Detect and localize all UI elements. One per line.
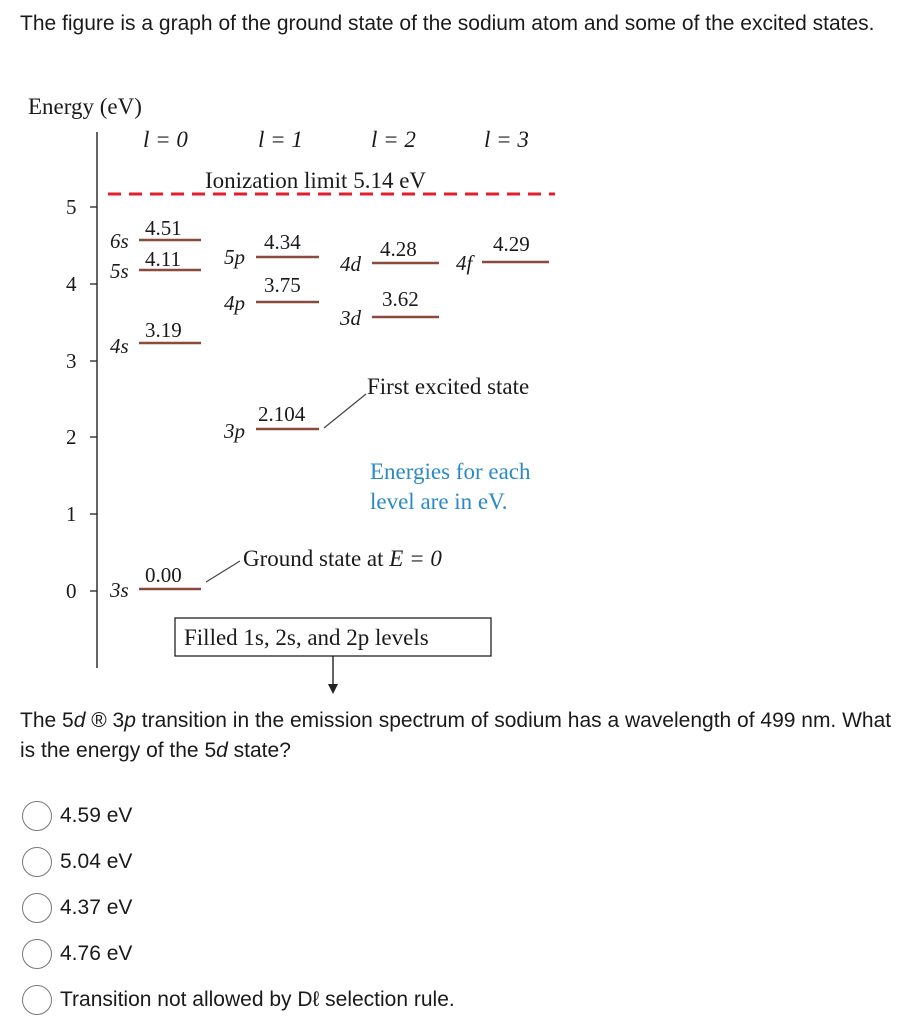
ground-state-label	[243, 546, 442, 571]
choice-label: 4.59 eV	[60, 804, 133, 827]
tick-label-5: 5	[66, 195, 77, 219]
level-4f-state: 4f	[456, 251, 473, 275]
tick-label-0: 0	[66, 579, 77, 603]
radio-button[interactable]	[22, 893, 52, 923]
choice-2[interactable]	[22, 839, 455, 885]
question-part2: ® 3	[85, 709, 125, 732]
level-4d-energy: 4.28	[380, 237, 417, 261]
tick-label-3: 3	[66, 349, 77, 373]
energies-note-line2: level are in eV.	[370, 489, 508, 514]
question-part3: transition in the emission spectrum of sodium has a wavelength of 499 nm. What is the energy of the 5	[20, 709, 892, 762]
question-intro: The figure is a graph of the ground state of the sodium atom and some of the excited states.	[20, 12, 875, 35]
tick-label-4: 4	[66, 272, 77, 296]
tick-label-2: 2	[66, 425, 77, 449]
column-header-l3: l = 3	[484, 127, 529, 152]
question-part1: The 5	[20, 709, 74, 732]
level-4p-energy: 3.75	[264, 273, 301, 297]
energy-level-diagram	[0, 80, 911, 700]
choice-3[interactable]	[22, 885, 455, 931]
choice-label: 4.37 eV	[60, 896, 133, 919]
choice-5[interactable]	[22, 977, 455, 1023]
level-6s-state: 6s	[110, 229, 129, 253]
y-axis-title: Energy (eV)	[28, 94, 142, 119]
level-3p-energy: 2.104	[258, 402, 306, 426]
radio-button[interactable]	[22, 985, 52, 1015]
ground-state-equation: E = 0	[389, 546, 442, 571]
level-4s-state: 4s	[110, 334, 129, 358]
level-4d-state: 4d	[340, 252, 361, 276]
level-5p-state: 5p	[224, 245, 245, 269]
question-part4: state?	[227, 739, 291, 762]
choice-4[interactable]	[22, 931, 455, 977]
level-3p-state: 3p	[224, 419, 245, 443]
level-3s-energy: 0.00	[145, 563, 182, 587]
level-5s-energy: 4.11	[145, 247, 181, 271]
level-3d-energy: 3.62	[382, 287, 419, 311]
ionization-label: Ionization limit 5.14 eV	[205, 168, 427, 193]
level-3s-state: 3s	[110, 578, 129, 602]
level-5p-energy: 4.34	[264, 230, 301, 254]
question-text	[20, 706, 900, 766]
filled-levels-label: Filled 1s, 2s, and 2p levels	[184, 625, 429, 650]
question-d1: d	[73, 709, 86, 732]
answer-choices	[22, 793, 455, 1023]
column-header-l2: l = 2	[371, 127, 416, 152]
tick-label-1: 1	[66, 502, 77, 526]
level-4s-energy: 3.19	[145, 318, 182, 342]
ground-state-prefix: Ground state at	[243, 546, 384, 571]
radio-button[interactable]	[22, 801, 52, 831]
first-excited-pointer	[324, 394, 366, 428]
column-header-l0: l = 0	[143, 127, 188, 152]
ground-state-pointer	[206, 561, 240, 582]
choice-label: Transition not allowed by Dℓ selection rule.	[60, 988, 455, 1011]
radio-button[interactable]	[22, 847, 52, 877]
level-4f-energy: 4.29	[493, 232, 530, 256]
level-4p-state: 4p	[224, 291, 245, 315]
level-5s-state: 5s	[110, 259, 129, 283]
level-6s-energy: 4.51	[145, 216, 182, 240]
choice-label: 5.04 eV	[60, 850, 133, 873]
choice-1[interactable]	[22, 793, 455, 839]
energies-note-line1: Energies for each	[370, 459, 531, 484]
level-3d-state: 3d	[340, 306, 361, 330]
first-excited-label: First excited state	[367, 374, 530, 399]
column-header-l1: l = 1	[258, 127, 303, 152]
question-p: p	[124, 709, 136, 732]
radio-button[interactable]	[22, 939, 52, 969]
question-d2: d	[216, 739, 228, 762]
down-arrow-head	[328, 684, 338, 694]
choice-label: 4.76 eV	[60, 942, 133, 965]
